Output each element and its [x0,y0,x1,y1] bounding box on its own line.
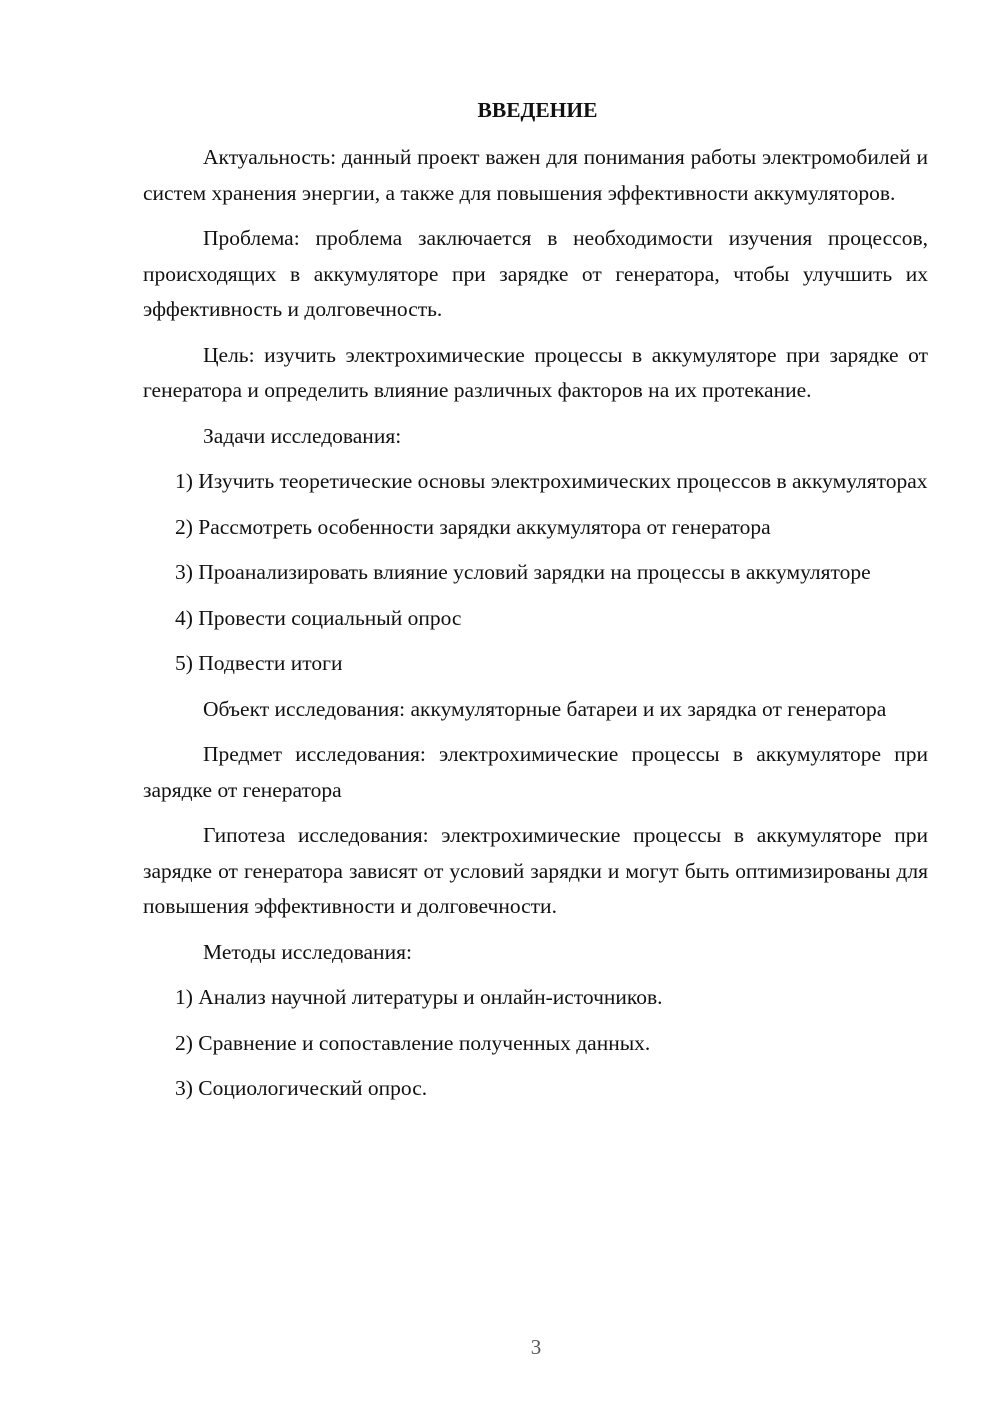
object-paragraph: Объект исследования: аккумуляторные батареи и их зарядка от генератора [203,696,887,721]
page-title: ВВЕДЕНИЕ [477,98,598,122]
method-item-1: 1) Анализ научной литературы и онлайн-источников. [175,985,663,1009]
goal-paragraph: Цель: изучить электрохимические процессы в аккумуляторе при зарядке от генератора и определить влияние различных факторов на их протекание. [143,342,928,402]
tasks-heading: Задачи исследования: [203,423,402,448]
method-item-3: 3) Социологический опрос. [175,1076,428,1100]
page-number: 3 [530,1335,542,1359]
task-item-2: 2) Рассмотреть особенности зарядки аккумулятора от генератора [175,514,771,539]
hypothesis-paragraph: Гипотеза исследования: электрохимические процессы в аккумуляторе при зарядке от генератора зависят от условий зарядки и могут быть оптимизированы для повышения эффективности и долговечности. [143,823,928,918]
subject-paragraph: Предмет исследования: электрохимические процессы в аккумуляторе при зарядке от генератора [143,742,928,802]
task-item-1: 1) Изучить теоретические основы электрохимических процессов в аккумуляторах [175,469,928,493]
task-item-4: 4) Провести социальный опрос [175,605,462,630]
method-item-2: 2) Сравнение и сопоставление полученных данных. [175,1030,651,1055]
task-item-3: 3) Проанализировать влияние условий зарядки на процессы в аккумуляторе [175,560,871,584]
task-item-5: 5) Подвести итоги [175,651,343,675]
methods-heading: Методы исследования: [203,939,412,964]
problem-paragraph: Проблема: проблема заключается в необходимости изучения процессов, происходящих в аккумуляторе при зарядке от генератора, чтобы улучшить их эффективность и долговечность. [143,226,928,321]
page-content [143,96,928,1117]
relevance-paragraph: Актуальность: данный проект важен для понимания работы электромобилей и систем хранения энергии, а также для повышения эффективности аккумуляторов. [143,145,928,205]
